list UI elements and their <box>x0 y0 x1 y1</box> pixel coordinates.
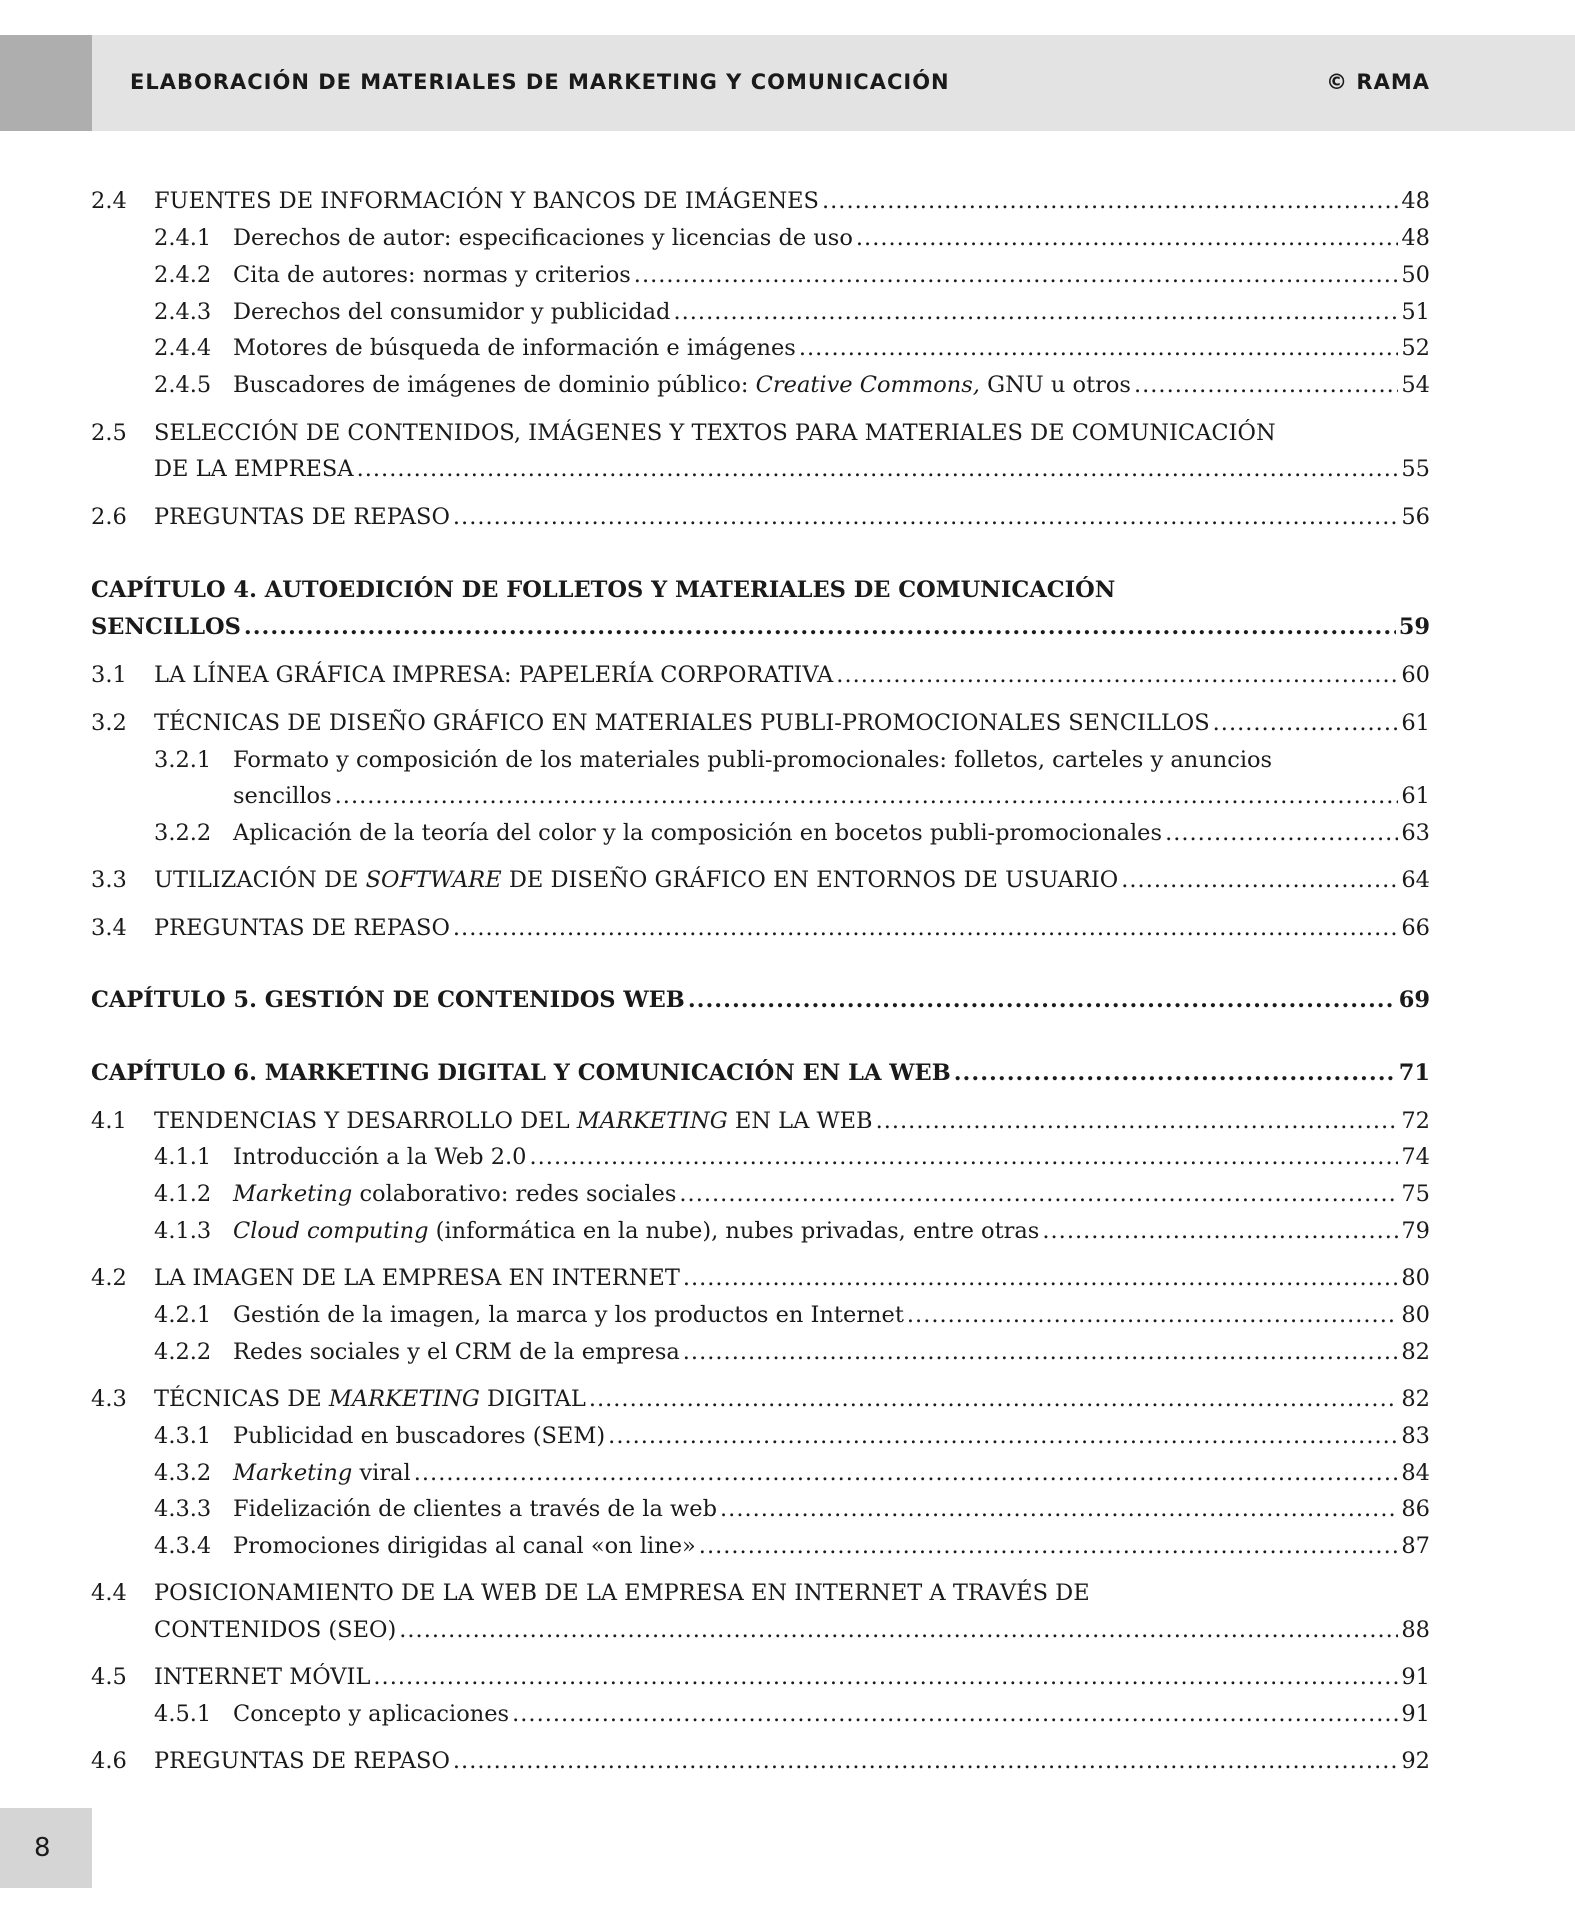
toc-number: 4.5 <box>91 1664 127 1690</box>
toc-entry[interactable] <box>233 1142 1430 1172</box>
toc-number: 3.1 <box>91 662 127 688</box>
toc-page: 75 <box>1401 1181 1430 1207</box>
toc-title <box>154 1106 873 1136</box>
toc-number: 2.4.4 <box>154 335 212 361</box>
toc-leader <box>683 1337 1399 1367</box>
toc-leader <box>335 781 1399 811</box>
toc-number: 2.4.5 <box>154 372 212 398</box>
toc-title-part: TÉCNICAS DE <box>154 1386 329 1412</box>
toc-title: Introducción a la Web 2.0 <box>233 1144 527 1170</box>
toc-number: 2.4.2 <box>154 262 212 288</box>
toc-number: 2.6 <box>91 504 127 530</box>
toc-number: 3.2 <box>91 710 127 736</box>
toc-number: 3.4 <box>91 915 127 941</box>
toc-leader <box>720 1494 1398 1524</box>
toc-title <box>154 865 1118 895</box>
toc-entry[interactable] <box>233 1179 1430 1209</box>
toc-entry[interactable] <box>154 913 1430 943</box>
toc-page: 84 <box>1401 1460 1430 1486</box>
toc-number: 4.1.1 <box>154 1144 212 1170</box>
toc-title: Redes sociales y el CRM de la empresa <box>233 1339 680 1365</box>
toc-number: 4.3 <box>91 1386 127 1412</box>
page-number: 8 <box>34 1833 51 1863</box>
toc-page: 80 <box>1401 1265 1430 1291</box>
toc-page: 79 <box>1401 1218 1430 1244</box>
toc-leader <box>799 333 1399 363</box>
toc-page: 64 <box>1401 867 1430 893</box>
toc-page: 61 <box>1401 783 1430 809</box>
toc-number: 4.1 <box>91 1108 127 1134</box>
toc-page: 74 <box>1401 1144 1430 1170</box>
toc-leader <box>634 260 1399 290</box>
toc-leader <box>836 660 1398 690</box>
toc-entry[interactable] <box>233 1337 1430 1367</box>
toc-leader <box>673 297 1398 327</box>
toc-page: 60 <box>1401 662 1430 688</box>
toc-number: 4.3.2 <box>154 1460 212 1486</box>
toc-entry[interactable] <box>233 260 1430 290</box>
toc-entry[interactable] <box>233 370 1430 400</box>
toc-leader <box>907 1300 1398 1330</box>
toc-title <box>233 1216 1039 1246</box>
toc-leader <box>453 502 1398 532</box>
toc-leader <box>453 1746 1398 1776</box>
toc-entry[interactable] <box>154 1384 1430 1414</box>
toc-leader <box>608 1421 1398 1451</box>
toc-title-italic: SOFTWARE <box>365 867 502 893</box>
toc-title <box>233 1179 676 1209</box>
toc-title: PREGUNTAS DE REPASO <box>154 1748 450 1774</box>
toc-leader <box>683 1263 1399 1293</box>
toc-page: 55 <box>1401 456 1430 482</box>
running-header-copyright: © RAMA <box>1326 70 1430 94</box>
toc-page: 50 <box>1401 262 1430 288</box>
toc-entry[interactable] <box>154 1615 1430 1645</box>
toc-entry[interactable] <box>233 297 1430 327</box>
toc-number: 2.5 <box>91 420 127 446</box>
toc-number: 4.5.1 <box>154 1701 212 1727</box>
toc-title: PREGUNTAS DE REPASO <box>154 504 450 530</box>
toc-number: 4.2 <box>91 1265 127 1291</box>
toc-title-part: Buscadores de imágenes de dominio público: <box>233 372 756 398</box>
toc-page: 52 <box>1401 335 1430 361</box>
toc-leader <box>1042 1216 1398 1246</box>
toc-entry[interactable] <box>233 223 1430 253</box>
toc-title-italic: Creative Commons, <box>755 372 980 398</box>
toc-leader <box>856 223 1398 253</box>
toc-title: Cita de autores: normas y criterios <box>233 262 631 288</box>
toc-number: 3.3 <box>91 867 127 893</box>
toc-title-italic: Marketing <box>233 1181 353 1207</box>
toc-number: 2.4.1 <box>154 225 212 251</box>
toc-title: TÉCNICAS DE DISEÑO GRÁFICO EN MATERIALES PUBLI-PROMOCIONALES SENCILLOS <box>154 710 1210 736</box>
toc-entry[interactable] <box>154 1746 1430 1776</box>
toc-page: 88 <box>1401 1617 1430 1643</box>
toc-title-italic: MARKETING <box>328 1386 480 1412</box>
toc-leader <box>876 1106 1399 1136</box>
toc-number: 4.3.4 <box>154 1533 212 1559</box>
toc-entry[interactable] <box>154 708 1430 738</box>
toc-title: PREGUNTAS DE REPASO <box>154 915 450 941</box>
toc-entry[interactable] <box>154 1662 1430 1692</box>
toc-leader <box>1165 818 1398 848</box>
toc-title-line: SELECCIÓN DE CONTENIDOS, IMÁGENES Y TEXTOS PARA MATERIALES DE COMUNICACIÓN <box>154 420 1276 446</box>
toc-entry[interactable] <box>233 1216 1430 1246</box>
toc-leader <box>688 985 1396 1015</box>
toc-title <box>233 370 1131 400</box>
toc-title-part: DE DISEÑO GRÁFICO EN ENTORNOS DE USUARIO <box>501 867 1119 893</box>
toc-page: 82 <box>1401 1339 1430 1365</box>
toc-leader <box>244 612 1396 642</box>
toc-title-part: (informática en la nube), nubes privadas, entre otras <box>428 1218 1040 1244</box>
toc-leader <box>699 1531 1399 1561</box>
toc-title: LA IMAGEN DE LA EMPRESA EN INTERNET <box>154 1265 680 1291</box>
toc-number: 2.4.3 <box>154 299 212 325</box>
toc-entry[interactable] <box>154 186 1430 216</box>
toc-title-part: viral <box>352 1460 411 1486</box>
toc-title: FUENTES DE INFORMACIÓN Y BANCOS DE IMÁGENES <box>154 188 819 214</box>
toc-page: 87 <box>1401 1533 1430 1559</box>
toc-number: 4.3.3 <box>154 1496 212 1522</box>
toc-page: 51 <box>1401 299 1430 325</box>
toc-title: Concepto y aplicaciones <box>233 1701 510 1727</box>
running-header-title: ELABORACIÓN DE MATERIALES DE MARKETING Y COMUNICACIÓN <box>130 70 950 94</box>
toc-title-italic: MARKETING <box>576 1108 728 1134</box>
toc-chapter-entry[interactable] <box>91 612 1430 642</box>
toc-chapter-entry[interactable] <box>91 985 1430 1015</box>
toc-entry[interactable] <box>233 1458 1430 1488</box>
toc-title-part: TENDENCIAS Y DESARROLLO DEL <box>154 1108 577 1134</box>
toc-page: 72 <box>1401 1108 1430 1134</box>
toc-title: SENCILLOS <box>91 614 241 640</box>
toc-entry[interactable] <box>233 1494 1430 1524</box>
toc-page: 69 <box>1398 987 1430 1013</box>
toc-number: 4.6 <box>91 1748 127 1774</box>
toc-leader <box>954 1058 1396 1088</box>
toc-page: 48 <box>1401 188 1430 214</box>
toc-title <box>154 1384 586 1414</box>
toc-title: Fidelización de clientes a través de la web <box>233 1496 718 1522</box>
toc-leader <box>512 1699 1398 1729</box>
toc-title: CAPÍTULO 6. MARKETING DIGITAL Y COMUNICACIÓN EN LA WEB <box>91 1060 951 1086</box>
toc-title: LA LÍNEA GRÁFICA IMPRESA: PAPELERÍA CORPORATIVA <box>154 662 834 688</box>
toc-page: 63 <box>1401 820 1430 846</box>
toc-title: Aplicación de la teoría del color y la composición en bocetos publi-promocionales <box>233 820 1163 846</box>
toc-title-italic: Cloud computing <box>233 1218 429 1244</box>
toc-title: CONTENIDOS (SEO) <box>154 1617 397 1643</box>
toc-number: 4.3.1 <box>154 1423 212 1449</box>
toc-title: CAPÍTULO 5. GESTIÓN DE CONTENIDOS WEB <box>91 987 685 1013</box>
toc-number: 3.2.1 <box>154 747 212 773</box>
toc-entry[interactable] <box>233 1531 1430 1561</box>
toc-title-italic: Marketing <box>233 1460 353 1486</box>
toc-leader <box>1121 865 1398 895</box>
toc-title-part: UTILIZACIÓN DE <box>154 867 366 893</box>
toc-number: 2.4 <box>91 188 127 214</box>
toc-page: 92 <box>1401 1748 1430 1774</box>
toc-leader <box>822 186 1398 216</box>
toc-leader <box>679 1179 1398 1209</box>
toc-title: DE LA EMPRESA <box>154 456 354 482</box>
toc-entry[interactable] <box>233 781 1430 811</box>
toc-title-line: Formato y composición de los materiales publi-promocionales: folletos, carteles y anuncios <box>233 747 1273 773</box>
toc-title: Promociones dirigidas al canal «on line» <box>233 1533 696 1559</box>
toc-page: 54 <box>1401 372 1430 398</box>
toc-entry[interactable] <box>233 333 1430 363</box>
chapter-title-line: CAPÍTULO 4. AUTOEDICIÓN DE FOLLETOS Y MATERIALES DE COMUNICACIÓN <box>91 577 1116 603</box>
toc-title-part: EN LA WEB <box>727 1108 873 1134</box>
toc-page: 48 <box>1401 225 1430 251</box>
toc-title: Publicidad en buscadores (SEM) <box>233 1423 606 1449</box>
toc-title: Gestión de la imagen, la marca y los productos en Internet <box>233 1302 904 1328</box>
toc-title-line: POSICIONAMIENTO DE LA WEB DE LA EMPRESA EN INTERNET A TRAVÉS DE <box>154 1580 1090 1606</box>
toc-page: 80 <box>1401 1302 1430 1328</box>
toc-page: 91 <box>1401 1664 1430 1690</box>
toc-chapter-entry[interactable] <box>91 1058 1430 1088</box>
toc-page: 66 <box>1401 915 1430 941</box>
toc-leader <box>357 454 1399 484</box>
toc-page: 86 <box>1401 1496 1430 1522</box>
toc-entry[interactable] <box>154 1263 1430 1293</box>
toc-title: Derechos de autor: especificaciones y licencias de uso <box>233 225 853 251</box>
toc-page: 83 <box>1401 1423 1430 1449</box>
toc-title-part: colaborativo: redes sociales <box>352 1181 677 1207</box>
toc-entry[interactable] <box>233 1421 1430 1451</box>
toc-title: Motores de búsqueda de información e imágenes <box>233 335 796 361</box>
toc-number: 4.1.2 <box>154 1181 212 1207</box>
toc-entry[interactable] <box>154 454 1430 484</box>
toc-title-part: GNU u otros <box>979 372 1131 398</box>
toc-number: 4.2.2 <box>154 1339 212 1365</box>
toc-entry[interactable] <box>154 1106 1430 1136</box>
toc-leader <box>414 1458 1399 1488</box>
toc-entry[interactable] <box>233 1300 1430 1330</box>
toc-number: 4.1.3 <box>154 1218 212 1244</box>
toc-number: 4.4 <box>91 1580 127 1606</box>
toc-leader <box>1134 370 1398 400</box>
toc-page: 61 <box>1401 710 1430 736</box>
toc-page: 59 <box>1398 614 1430 640</box>
toc-leader <box>589 1384 1399 1414</box>
toc-entry[interactable] <box>154 865 1430 895</box>
toc-entry[interactable] <box>233 818 1430 848</box>
toc-leader <box>529 1142 1398 1172</box>
toc-page: 82 <box>1401 1386 1430 1412</box>
toc-leader <box>1213 708 1399 738</box>
toc-page: 71 <box>1398 1060 1430 1086</box>
toc-page: 91 <box>1401 1701 1430 1727</box>
toc-page: 56 <box>1401 504 1430 530</box>
toc-title: Derechos del consumidor y publicidad <box>233 299 671 325</box>
toc-leader <box>453 913 1398 943</box>
toc-entry[interactable] <box>154 660 1430 690</box>
toc-title: sencillos <box>233 783 332 809</box>
toc-number: 3.2.2 <box>154 820 212 846</box>
toc-title-part: DIGITAL <box>479 1386 586 1412</box>
toc-title <box>233 1458 411 1488</box>
toc-title: INTERNET MÓVIL <box>154 1664 371 1690</box>
header-tab <box>0 35 92 131</box>
toc-number: 4.2.1 <box>154 1302 212 1328</box>
toc-leader <box>399 1615 1398 1645</box>
toc-entry[interactable] <box>154 502 1430 532</box>
toc-leader <box>373 1662 1398 1692</box>
toc-entry[interactable] <box>233 1699 1430 1729</box>
